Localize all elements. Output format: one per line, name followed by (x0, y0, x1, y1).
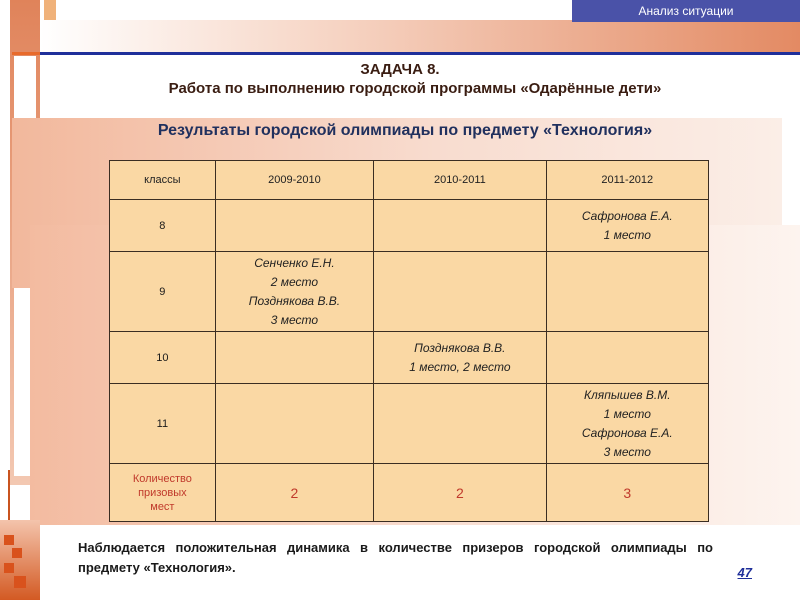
winner-place: 2 место (270, 274, 319, 289)
prize-count-2011-2012: 3 (546, 464, 708, 522)
prize-count-label-line: призовых (138, 486, 187, 499)
result-cell (374, 384, 546, 464)
page-number: 47 (737, 565, 752, 580)
results-heading: Результаты городской олимпиады по предмету «Технология» (157, 122, 653, 139)
winner-place: 3 место (603, 444, 651, 459)
decorative-square (12, 548, 22, 558)
prize-count-2009-2010: 2 (215, 464, 373, 522)
olympiad-results-table (109, 160, 709, 522)
table-row (110, 252, 709, 332)
header-cell-2010-2011: 2010-2011 (374, 161, 546, 200)
decorative-square (14, 576, 26, 588)
result-cell (546, 252, 708, 332)
winner-name: Позднякова В.В. (414, 340, 506, 355)
decorative-bottom-left-block (0, 520, 40, 600)
result-cell (215, 384, 373, 464)
prize-count-label-line: Количество (132, 472, 192, 485)
winner-place: 1 место (603, 227, 651, 242)
table-row (110, 200, 709, 252)
result-cell (374, 200, 546, 252)
winner-name: Кляпышев В.М. (583, 387, 671, 402)
header-cell-classes: классы (110, 161, 216, 200)
decorative-top-line-accent (12, 52, 42, 55)
table-row (110, 332, 709, 384)
result-cell (374, 332, 546, 384)
task-title: ЗАДАЧА 8. (360, 61, 440, 78)
result-cell (546, 332, 708, 384)
table-row-prize-count (110, 464, 709, 522)
winner-place: 1 место (603, 406, 651, 421)
winner-name: Сафронова Е.А. (581, 208, 673, 223)
decorative-top-square (44, 0, 56, 20)
grade-cell: 10 (110, 332, 216, 384)
section-tag: Анализ ситуации (572, 0, 800, 22)
result-cell (546, 384, 708, 464)
result-cell (215, 252, 373, 332)
prize-count-2010-2011: 2 (374, 464, 546, 522)
decorative-square (4, 563, 14, 573)
grade-cell: 11 (110, 384, 216, 464)
grade-cell: 9 (110, 252, 216, 332)
decorative-top-band (40, 20, 800, 54)
winner-name: Сафронова Е.А. (581, 425, 673, 440)
winner-place: 3 место (270, 312, 319, 327)
header-cell-2011-2012: 2011-2012 (546, 161, 708, 200)
header-cell-2009-2010: 2009-2010 (215, 161, 373, 200)
prize-count-label (110, 464, 216, 522)
grade-cell: 8 (110, 200, 216, 252)
winner-place: 1 место, 2 место (409, 359, 511, 374)
winner-name: Сенченко Е.Н. (254, 255, 335, 270)
table-row (110, 384, 709, 464)
result-cell (215, 332, 373, 384)
task-subtitle: Работа по выполнению городской программы «Одарённые дети» (168, 80, 662, 97)
prize-count-label-line: мест (150, 500, 175, 513)
conclusion-text: Наблюдается положительная динамика в количестве призеров городской олимпиады по предмету «Технология». (78, 540, 713, 575)
table-header-row (110, 161, 709, 200)
result-cell (215, 200, 373, 252)
result-cell (374, 252, 546, 332)
winner-name: Позднякова В.В. (248, 293, 341, 308)
decorative-top-line (40, 52, 800, 55)
decorative-square (4, 535, 14, 545)
result-cell (546, 200, 708, 252)
